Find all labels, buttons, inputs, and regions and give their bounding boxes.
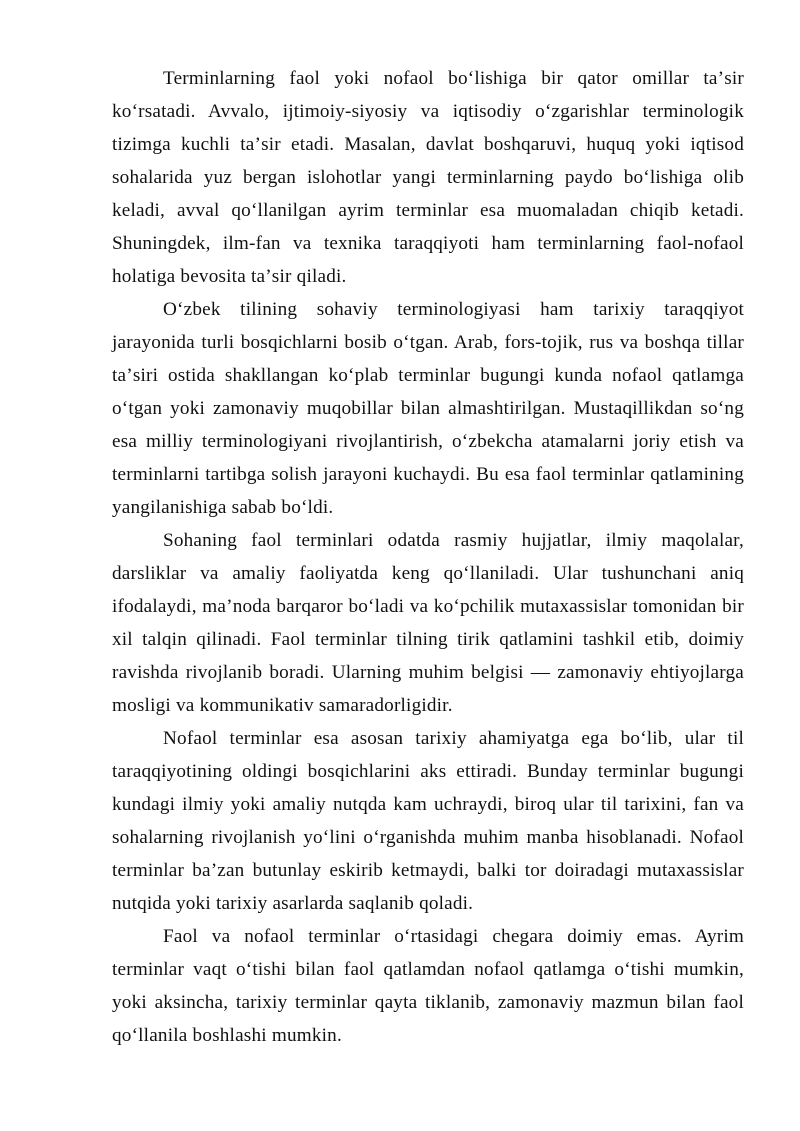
paragraph: Sohaning faol terminlari odatda rasmiy hujjatlar, ilmiy maqolalar, darsliklar va amaliy faoliyatda keng qoʻllaniladi. Ular tushunchani aniq ifodalaydi, maʼnoda barqaror boʻladi va koʻpchilik mutaxassislar tomonidan bir xil talqin qilinadi. Faol terminlar tilning tirik qatlamini tashkil etib, doimiy ravishda rivojlanib boradi. Ularning muhim belgisi — zamonaviy ehtiyojlarga mosligi va kommunikativ samaradorligidir. — [112, 530, 744, 716]
paragraph: Terminlarning faol yoki nofaol boʻlishiga bir qator omillar taʼsir koʻrsatadi. Avvalo, ijtimoiy-siyosiy va iqtisodiy oʻzgarishlar terminologik tizimga kuchli taʼsir etadi. Masalan, davlat boshqaruvi, huquq yoki iqtisod sohalarida yuz bergan islohotlar yangi terminlarning paydo boʻlishiga olib keladi, avval qoʻllanilgan ayrim terminlar esa muomaladan chiqib ketadi. Shuningdek, ilm-fan va texnika taraqqiyoti ham terminlarning faol-nofaol holatiga bevosita taʼsir qiladi. — [112, 68, 744, 287]
paragraph: Faol va nofaol terminlar oʻrtasidagi chegara doimiy emas. Ayrim terminlar vaqt oʻtishi bilan faol qatlamdan nofaol qatlamga oʻtishi mumkin, yoki aksincha, tarixiy terminlar qayta tiklanib, zamonaviy mazmun bilan faol qoʻllanila boshlashi mumkin. — [112, 926, 744, 1046]
paragraph: Oʻzbek tilining sohaviy terminologiyasi ham tarixiy taraqqiyot jarayonida turli bosqichlarni bosib oʻtgan. Arab, fors-tojik, rus va boshqa tillar taʼsiri ostida shakllangan koʻplab terminlar bugungi kunda nofaol qatlamga oʻtgan yoki zamonaviy muqobillar bilan almashtirilgan. Mustaqillikdan soʻng esa milliy terminologiyani rivojlantirish, oʻzbekcha atamalarni joriy etish va terminlarni tartibga solish jarayoni kuchaydi. Bu esa faol terminlar qatlamining yangilanishiga sabab boʻldi. — [112, 299, 744, 518]
paragraph: Nofaol terminlar esa asosan tarixiy ahamiyatga ega boʻlib, ular til taraqqiyotining oldingi bosqichlarini aks ettiradi. Bunday terminlar bugungi kundagi ilmiy yoki amaliy nutqda kam uchraydi, biroq ular til tarixini, fan va sohalarning rivojlanish yoʻlini oʻrganishda muhim manba hisoblanadi. Nofaol terminlar baʼzan butunlay eskirib ketmaydi, balki tor doiradagi mutaxassislar nutqida yoki tarixiy asarlarda saqlanib qoladi. — [112, 728, 744, 914]
document-body — [112, 62, 744, 1052]
